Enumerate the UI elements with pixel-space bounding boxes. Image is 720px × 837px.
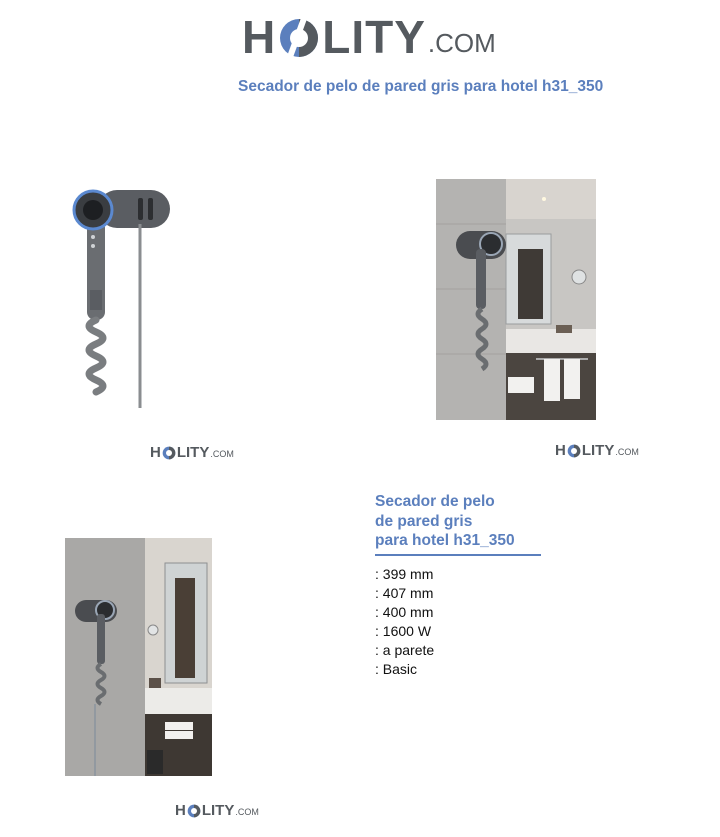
logo-o-icon: [162, 446, 176, 460]
logo-tld: .COM: [235, 807, 259, 817]
bathroom-photo-2: [65, 538, 212, 776]
holity-logo-small-2: [555, 443, 639, 458]
logo-letters-lity: LITY: [322, 11, 426, 63]
logo-letters-lity: LITY: [176, 444, 210, 461]
spec-item: : 407 mm: [375, 585, 434, 601]
logo-tld: .COM: [427, 28, 496, 58]
logo-o-icon: [567, 444, 581, 458]
spec-item: : 1600 W: [375, 623, 432, 639]
product-image-dryer: [60, 180, 190, 415]
bathroom-photo-1: [436, 179, 596, 420]
spec-divider: [375, 554, 541, 556]
holity-logo: [242, 11, 496, 63]
logo-tld: .COM: [615, 447, 639, 457]
spec-title: [375, 492, 545, 551]
spec-item: : Basic: [375, 661, 418, 677]
logo-o-icon: [278, 17, 320, 59]
logo-o-icon: [187, 804, 201, 818]
spec-list: [375, 565, 434, 679]
spec-title-line: Secador de pelo: [375, 493, 495, 510]
page-title: Secador de pelo de pared gris para hotel h31_350: [238, 78, 604, 95]
logo-letter-h: H: [175, 802, 186, 819]
holity-logo-small-3: [175, 803, 259, 818]
spec-item: : 400 mm: [375, 604, 434, 620]
logo-letter-h: H: [555, 442, 566, 459]
logo-letters-lity: LITY: [201, 802, 235, 819]
holity-logo-small-1: [150, 445, 234, 460]
spec-item: : 399 mm: [375, 566, 434, 582]
logo-letters-lity: LITY: [581, 442, 615, 459]
spec-title-line: de pared gris: [375, 512, 473, 530]
spec-item: : a parete: [375, 642, 435, 658]
logo-letter-h: H: [242, 11, 277, 63]
spec-title-line: para hotel h31_350: [375, 532, 515, 549]
logo-tld: .COM: [210, 449, 234, 459]
logo-letter-h: H: [150, 444, 161, 461]
